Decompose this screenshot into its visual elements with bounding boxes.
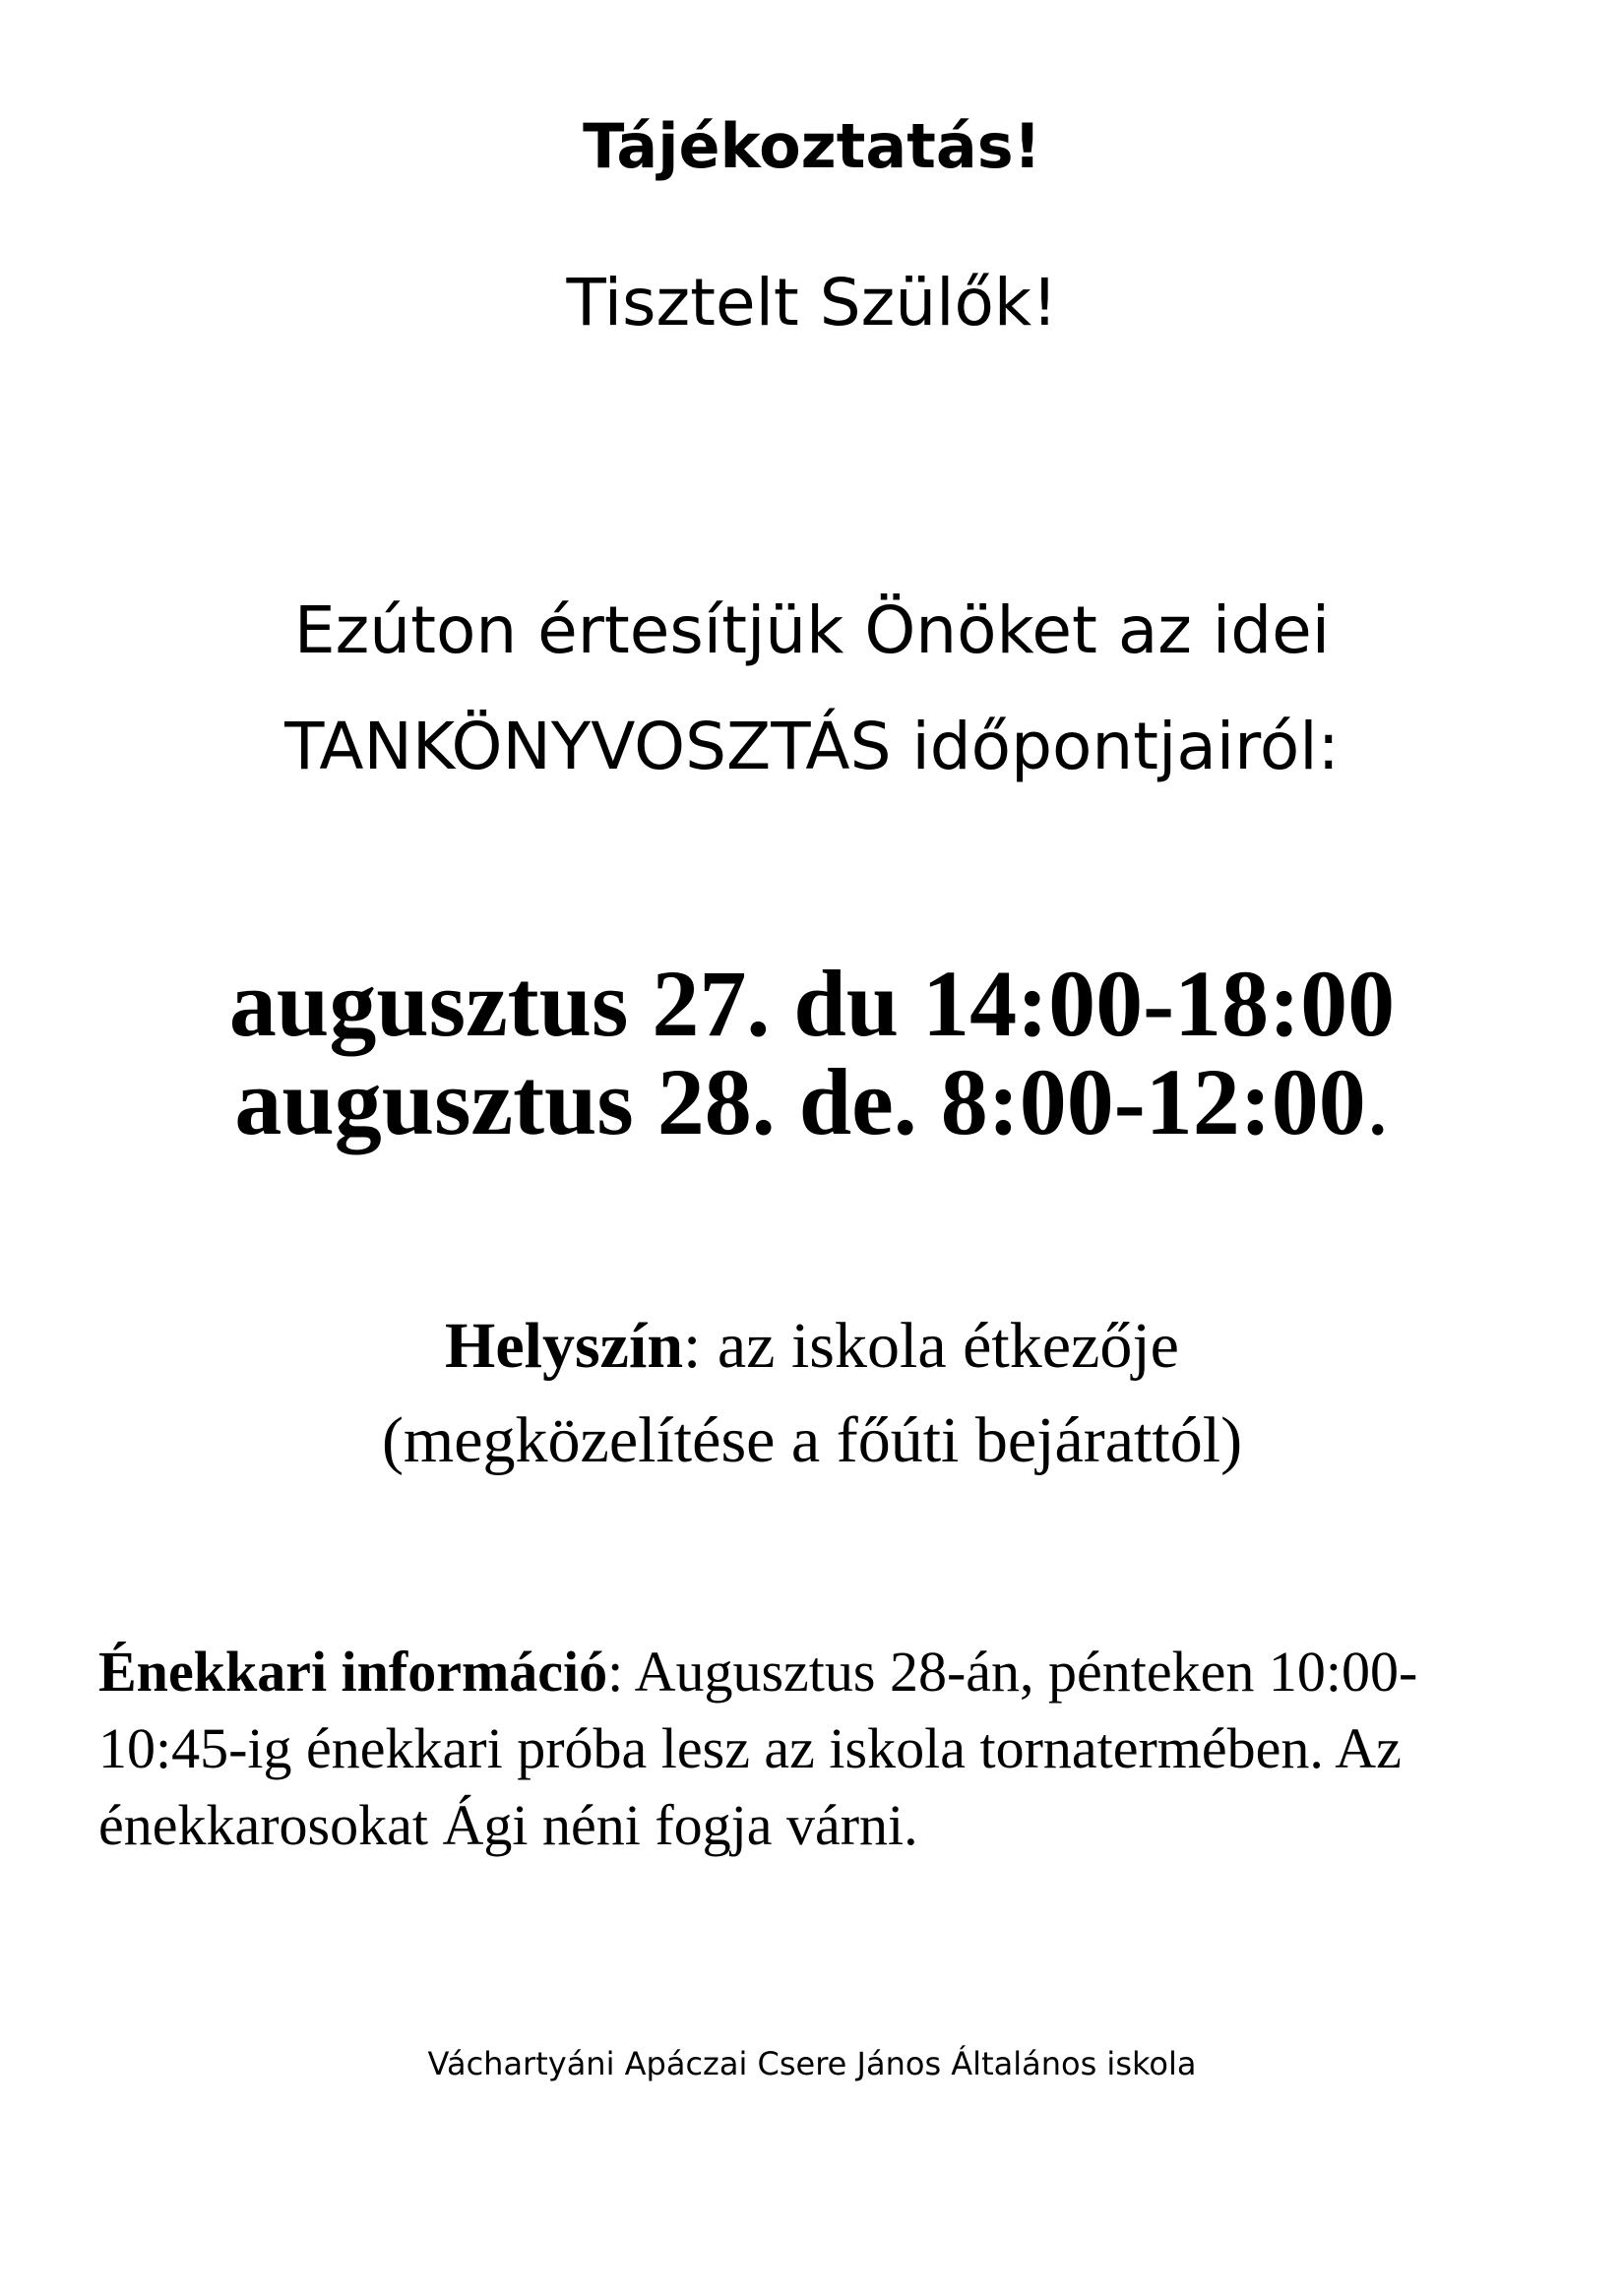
school-name-footer: Váchartyáni Apáczai Csere János Általános iskola [427,2045,1197,2082]
location-section [0,1299,1624,1488]
date-line-1-text: augusztus 27. du 14:00-18:00 [228,951,1396,1056]
intro-line-1: Ezúton értesítjük Önöket az idei [293,592,1331,668]
choir-label: Énekkari információ [98,1640,608,1704]
location-line [0,1299,1624,1394]
choir-info [98,1634,1555,1864]
date-line-2 [0,1049,1624,1154]
choir-text: : Augusztus 28-án, pénteken 10:00-10:45-ig énekkari próba lesz az iskola tornatermében. Az énekkarosokat Ági néni fogja várni. [98,1640,1418,1857]
intro-line-2: TANKÖNYVOSZTÁS időpontjairól: [284,709,1340,784]
date-line-1 [0,951,1624,1056]
notice-heading: Tájékoztatás! [583,110,1041,182]
location-note: (megközelítése a főúti bejárattól) [381,1404,1243,1476]
greeting: Tisztelt Szülők! [566,265,1058,341]
location-label: Helyszín [445,1310,684,1382]
location-value: : az iskola étkezője [683,1310,1179,1382]
distribution-dates [0,951,1624,1154]
date-line-2-trailing: . [1365,1049,1390,1154]
intro-paragraph [59,573,1565,805]
date-line-2-text: augusztus 28. de. 8:00-12:00 [234,1049,1366,1154]
